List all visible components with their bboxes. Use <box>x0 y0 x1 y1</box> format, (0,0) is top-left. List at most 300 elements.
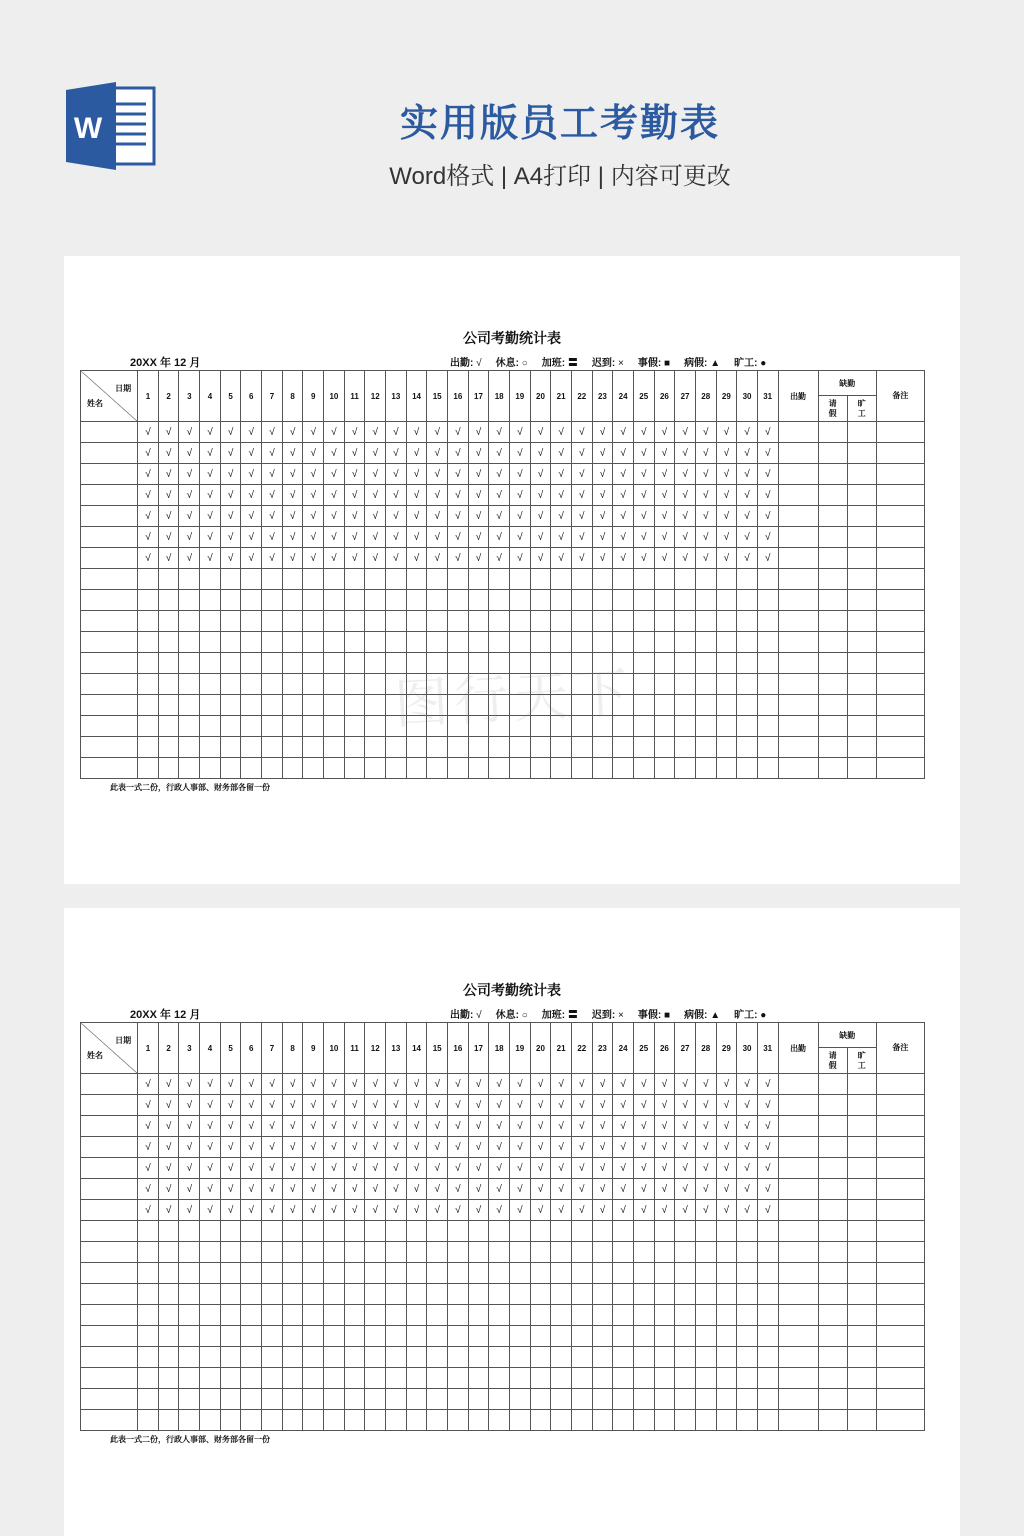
day-cell[interactable]: √ <box>737 1116 758 1137</box>
day-cell[interactable]: √ <box>427 527 448 548</box>
day-cell[interactable] <box>282 1305 303 1326</box>
day-cell[interactable]: √ <box>365 1116 386 1137</box>
remarks-cell[interactable] <box>876 527 924 548</box>
absent-cell[interactable] <box>847 1116 876 1137</box>
day-cell[interactable] <box>737 1263 758 1284</box>
day-cell[interactable]: √ <box>613 1158 634 1179</box>
day-cell[interactable]: √ <box>675 443 696 464</box>
day-cell[interactable] <box>468 1410 489 1431</box>
day-cell[interactable] <box>716 611 737 632</box>
day-cell[interactable] <box>406 1368 427 1389</box>
attendance-cell[interactable] <box>778 611 818 632</box>
day-cell[interactable]: √ <box>695 548 716 569</box>
day-cell[interactable] <box>138 1368 159 1389</box>
day-cell[interactable] <box>406 1305 427 1326</box>
day-cell[interactable] <box>468 758 489 779</box>
day-cell[interactable] <box>695 653 716 674</box>
day-cell[interactable] <box>571 569 592 590</box>
day-cell[interactable] <box>695 1242 716 1263</box>
day-cell[interactable] <box>406 611 427 632</box>
day-cell[interactable]: √ <box>530 1158 551 1179</box>
day-cell[interactable] <box>448 569 469 590</box>
day-cell[interactable]: √ <box>386 506 407 527</box>
day-cell[interactable] <box>324 653 345 674</box>
employee-name-cell[interactable] <box>81 1074 138 1095</box>
day-cell[interactable] <box>324 758 345 779</box>
employee-name-cell[interactable] <box>81 758 138 779</box>
day-cell[interactable] <box>654 590 675 611</box>
day-cell[interactable] <box>509 590 530 611</box>
day-cell[interactable]: √ <box>571 527 592 548</box>
day-cell[interactable]: √ <box>282 1137 303 1158</box>
day-cell[interactable] <box>592 1221 613 1242</box>
employee-name-cell[interactable] <box>81 569 138 590</box>
absent-cell[interactable] <box>847 653 876 674</box>
day-cell[interactable]: √ <box>530 1116 551 1137</box>
day-cell[interactable] <box>737 1221 758 1242</box>
day-cell[interactable] <box>757 716 778 737</box>
day-cell[interactable]: √ <box>386 1200 407 1221</box>
day-cell[interactable]: √ <box>592 548 613 569</box>
day-cell[interactable]: √ <box>386 422 407 443</box>
leave-cell[interactable] <box>818 716 847 737</box>
day-cell[interactable] <box>200 653 221 674</box>
day-cell[interactable]: √ <box>220 1137 241 1158</box>
day-cell[interactable] <box>179 632 200 653</box>
day-cell[interactable]: √ <box>448 1116 469 1137</box>
day-cell[interactable]: √ <box>468 485 489 506</box>
attendance-cell[interactable] <box>778 1116 818 1137</box>
day-cell[interactable]: √ <box>613 1074 634 1095</box>
day-cell[interactable] <box>571 1389 592 1410</box>
day-cell[interactable]: √ <box>571 443 592 464</box>
day-cell[interactable]: √ <box>200 422 221 443</box>
day-cell[interactable] <box>737 1410 758 1431</box>
day-cell[interactable] <box>262 632 283 653</box>
day-cell[interactable] <box>241 590 262 611</box>
day-cell[interactable] <box>737 653 758 674</box>
day-cell[interactable] <box>633 737 654 758</box>
day-cell[interactable] <box>158 611 179 632</box>
day-cell[interactable] <box>262 1389 283 1410</box>
day-cell[interactable] <box>365 590 386 611</box>
day-cell[interactable]: √ <box>489 464 510 485</box>
day-cell[interactable]: √ <box>654 1074 675 1095</box>
day-cell[interactable] <box>324 1284 345 1305</box>
day-cell[interactable] <box>365 1389 386 1410</box>
leave-cell[interactable] <box>818 1179 847 1200</box>
attendance-cell[interactable] <box>778 590 818 611</box>
day-cell[interactable] <box>200 716 221 737</box>
day-cell[interactable]: √ <box>262 464 283 485</box>
day-cell[interactable] <box>386 1410 407 1431</box>
day-cell[interactable] <box>282 611 303 632</box>
day-cell[interactable] <box>262 1284 283 1305</box>
remarks-cell[interactable] <box>876 1305 924 1326</box>
day-cell[interactable] <box>303 1410 324 1431</box>
day-cell[interactable] <box>220 716 241 737</box>
day-cell[interactable] <box>241 1410 262 1431</box>
remarks-cell[interactable] <box>876 1137 924 1158</box>
day-cell[interactable]: √ <box>241 464 262 485</box>
day-cell[interactable] <box>448 758 469 779</box>
day-cell[interactable] <box>324 611 345 632</box>
day-cell[interactable] <box>737 674 758 695</box>
day-cell[interactable]: √ <box>468 464 489 485</box>
day-cell[interactable] <box>530 737 551 758</box>
day-cell[interactable] <box>365 716 386 737</box>
day-cell[interactable] <box>427 737 448 758</box>
day-cell[interactable]: √ <box>365 1074 386 1095</box>
remarks-cell[interactable] <box>876 464 924 485</box>
day-cell[interactable] <box>344 737 365 758</box>
day-cell[interactable]: √ <box>386 464 407 485</box>
day-cell[interactable] <box>509 1347 530 1368</box>
absent-cell[interactable] <box>847 506 876 527</box>
day-cell[interactable] <box>737 1347 758 1368</box>
day-cell[interactable]: √ <box>406 1179 427 1200</box>
day-cell[interactable]: √ <box>158 548 179 569</box>
day-cell[interactable]: √ <box>468 1095 489 1116</box>
day-cell[interactable] <box>282 1284 303 1305</box>
day-cell[interactable] <box>654 1242 675 1263</box>
day-cell[interactable] <box>448 1242 469 1263</box>
day-cell[interactable] <box>613 1305 634 1326</box>
day-cell[interactable]: √ <box>282 1074 303 1095</box>
day-cell[interactable] <box>675 653 696 674</box>
day-cell[interactable] <box>654 1410 675 1431</box>
leave-cell[interactable] <box>818 590 847 611</box>
day-cell[interactable]: √ <box>282 485 303 506</box>
day-cell[interactable]: √ <box>613 422 634 443</box>
day-cell[interactable] <box>179 737 200 758</box>
day-cell[interactable] <box>282 695 303 716</box>
day-cell[interactable] <box>158 569 179 590</box>
day-cell[interactable]: √ <box>179 464 200 485</box>
day-cell[interactable] <box>757 737 778 758</box>
day-cell[interactable] <box>654 758 675 779</box>
day-cell[interactable] <box>220 1347 241 1368</box>
day-cell[interactable]: √ <box>138 1095 159 1116</box>
day-cell[interactable] <box>138 1284 159 1305</box>
day-cell[interactable] <box>158 758 179 779</box>
day-cell[interactable]: √ <box>324 1179 345 1200</box>
day-cell[interactable] <box>179 611 200 632</box>
day-cell[interactable] <box>427 611 448 632</box>
day-cell[interactable] <box>220 653 241 674</box>
day-cell[interactable]: √ <box>282 443 303 464</box>
day-cell[interactable] <box>633 695 654 716</box>
day-cell[interactable] <box>324 1263 345 1284</box>
day-cell[interactable] <box>633 1221 654 1242</box>
day-cell[interactable] <box>633 1347 654 1368</box>
day-cell[interactable]: √ <box>303 443 324 464</box>
day-cell[interactable]: √ <box>509 1158 530 1179</box>
day-cell[interactable]: √ <box>757 527 778 548</box>
remarks-cell[interactable] <box>876 590 924 611</box>
day-cell[interactable] <box>530 758 551 779</box>
day-cell[interactable]: √ <box>633 1116 654 1137</box>
day-cell[interactable]: √ <box>427 1137 448 1158</box>
day-cell[interactable] <box>592 1242 613 1263</box>
day-cell[interactable] <box>138 716 159 737</box>
day-cell[interactable]: √ <box>303 1179 324 1200</box>
day-cell[interactable] <box>716 695 737 716</box>
day-cell[interactable] <box>200 590 221 611</box>
day-cell[interactable] <box>716 1389 737 1410</box>
day-cell[interactable]: √ <box>468 1074 489 1095</box>
day-cell[interactable] <box>509 1242 530 1263</box>
day-cell[interactable] <box>324 737 345 758</box>
day-cell[interactable] <box>386 1242 407 1263</box>
day-cell[interactable] <box>675 674 696 695</box>
remarks-cell[interactable] <box>876 1284 924 1305</box>
day-cell[interactable] <box>448 632 469 653</box>
day-cell[interactable]: √ <box>633 1158 654 1179</box>
day-cell[interactable]: √ <box>716 506 737 527</box>
leave-cell[interactable] <box>818 1389 847 1410</box>
employee-name-cell[interactable] <box>81 1221 138 1242</box>
day-cell[interactable]: √ <box>757 548 778 569</box>
day-cell[interactable] <box>241 1242 262 1263</box>
day-cell[interactable] <box>757 1389 778 1410</box>
day-cell[interactable] <box>365 758 386 779</box>
day-cell[interactable]: √ <box>613 464 634 485</box>
day-cell[interactable]: √ <box>282 527 303 548</box>
day-cell[interactable] <box>158 1410 179 1431</box>
day-cell[interactable]: √ <box>427 1179 448 1200</box>
day-cell[interactable]: √ <box>757 1179 778 1200</box>
day-cell[interactable]: √ <box>158 527 179 548</box>
day-cell[interactable]: √ <box>489 443 510 464</box>
day-cell[interactable]: √ <box>571 464 592 485</box>
day-cell[interactable]: √ <box>406 527 427 548</box>
day-cell[interactable]: √ <box>406 506 427 527</box>
day-cell[interactable]: √ <box>633 1179 654 1200</box>
day-cell[interactable] <box>262 1221 283 1242</box>
day-cell[interactable]: √ <box>344 1074 365 1095</box>
day-cell[interactable]: √ <box>448 1137 469 1158</box>
absent-cell[interactable] <box>847 716 876 737</box>
day-cell[interactable] <box>757 1410 778 1431</box>
day-cell[interactable]: √ <box>138 527 159 548</box>
day-cell[interactable] <box>200 1242 221 1263</box>
day-cell[interactable]: √ <box>675 1158 696 1179</box>
day-cell[interactable] <box>757 569 778 590</box>
day-cell[interactable] <box>716 674 737 695</box>
day-cell[interactable]: √ <box>282 506 303 527</box>
day-cell[interactable] <box>200 569 221 590</box>
day-cell[interactable]: √ <box>571 422 592 443</box>
day-cell[interactable] <box>241 695 262 716</box>
day-cell[interactable]: √ <box>158 485 179 506</box>
day-cell[interactable] <box>406 632 427 653</box>
day-cell[interactable] <box>675 1284 696 1305</box>
day-cell[interactable]: √ <box>654 1179 675 1200</box>
leave-cell[interactable] <box>818 1326 847 1347</box>
day-cell[interactable] <box>138 569 159 590</box>
day-cell[interactable]: √ <box>571 1200 592 1221</box>
employee-name-cell[interactable] <box>81 1137 138 1158</box>
day-cell[interactable]: √ <box>571 485 592 506</box>
leave-cell[interactable] <box>818 1242 847 1263</box>
day-cell[interactable] <box>303 1389 324 1410</box>
day-cell[interactable]: √ <box>654 1200 675 1221</box>
day-cell[interactable] <box>406 1326 427 1347</box>
employee-name-cell[interactable] <box>81 485 138 506</box>
day-cell[interactable] <box>138 1347 159 1368</box>
day-cell[interactable]: √ <box>179 1074 200 1095</box>
employee-name-cell[interactable] <box>81 1242 138 1263</box>
day-cell[interactable] <box>737 758 758 779</box>
day-cell[interactable]: √ <box>262 443 283 464</box>
day-cell[interactable]: √ <box>324 1074 345 1095</box>
day-cell[interactable]: √ <box>592 464 613 485</box>
day-cell[interactable]: √ <box>220 527 241 548</box>
day-cell[interactable]: √ <box>468 548 489 569</box>
day-cell[interactable]: √ <box>427 1200 448 1221</box>
day-cell[interactable] <box>551 611 572 632</box>
day-cell[interactable] <box>220 611 241 632</box>
leave-cell[interactable] <box>818 1368 847 1389</box>
day-cell[interactable]: √ <box>448 1200 469 1221</box>
day-cell[interactable]: √ <box>262 1074 283 1095</box>
day-cell[interactable]: √ <box>179 1116 200 1137</box>
day-cell[interactable]: √ <box>138 443 159 464</box>
day-cell[interactable]: √ <box>695 485 716 506</box>
day-cell[interactable] <box>179 1284 200 1305</box>
day-cell[interactable] <box>716 569 737 590</box>
day-cell[interactable] <box>571 611 592 632</box>
day-cell[interactable] <box>737 1368 758 1389</box>
day-cell[interactable] <box>303 674 324 695</box>
day-cell[interactable]: √ <box>468 1137 489 1158</box>
day-cell[interactable] <box>262 590 283 611</box>
day-cell[interactable] <box>654 569 675 590</box>
day-cell[interactable] <box>654 737 675 758</box>
day-cell[interactable]: √ <box>695 1179 716 1200</box>
attendance-cell[interactable] <box>778 695 818 716</box>
day-cell[interactable] <box>344 1389 365 1410</box>
day-cell[interactable]: √ <box>138 1158 159 1179</box>
day-cell[interactable]: √ <box>406 1074 427 1095</box>
day-cell[interactable]: √ <box>241 506 262 527</box>
day-cell[interactable] <box>489 1368 510 1389</box>
day-cell[interactable] <box>592 737 613 758</box>
day-cell[interactable]: √ <box>551 1095 572 1116</box>
day-cell[interactable] <box>468 1242 489 1263</box>
day-cell[interactable]: √ <box>200 1095 221 1116</box>
day-cell[interactable] <box>633 716 654 737</box>
remarks-cell[interactable] <box>876 1074 924 1095</box>
day-cell[interactable] <box>489 1221 510 1242</box>
day-cell[interactable] <box>675 1347 696 1368</box>
leave-cell[interactable] <box>818 611 847 632</box>
day-cell[interactable]: √ <box>530 1074 551 1095</box>
day-cell[interactable]: √ <box>344 1095 365 1116</box>
attendance-cell[interactable] <box>778 674 818 695</box>
day-cell[interactable]: √ <box>675 1074 696 1095</box>
employee-name-cell[interactable] <box>81 632 138 653</box>
absent-cell[interactable] <box>847 1200 876 1221</box>
day-cell[interactable]: √ <box>179 485 200 506</box>
day-cell[interactable] <box>386 1368 407 1389</box>
day-cell[interactable]: √ <box>530 1095 551 1116</box>
employee-name-cell[interactable] <box>81 1326 138 1347</box>
day-cell[interactable] <box>406 758 427 779</box>
leave-cell[interactable] <box>818 737 847 758</box>
day-cell[interactable] <box>138 737 159 758</box>
employee-name-cell[interactable] <box>81 1389 138 1410</box>
day-cell[interactable] <box>344 674 365 695</box>
day-cell[interactable]: √ <box>220 422 241 443</box>
day-cell[interactable]: √ <box>737 548 758 569</box>
leave-cell[interactable] <box>818 1200 847 1221</box>
leave-cell[interactable] <box>818 1137 847 1158</box>
day-cell[interactable] <box>571 737 592 758</box>
day-cell[interactable] <box>468 611 489 632</box>
day-cell[interactable] <box>468 569 489 590</box>
day-cell[interactable]: √ <box>344 422 365 443</box>
day-cell[interactable] <box>468 632 489 653</box>
day-cell[interactable]: √ <box>716 443 737 464</box>
day-cell[interactable]: √ <box>654 464 675 485</box>
day-cell[interactable] <box>138 611 159 632</box>
day-cell[interactable] <box>509 632 530 653</box>
absent-cell[interactable] <box>847 758 876 779</box>
day-cell[interactable] <box>675 1410 696 1431</box>
day-cell[interactable] <box>324 569 345 590</box>
day-cell[interactable]: √ <box>675 506 696 527</box>
day-cell[interactable] <box>592 1305 613 1326</box>
employee-name-cell[interactable] <box>81 1200 138 1221</box>
day-cell[interactable]: √ <box>551 422 572 443</box>
day-cell[interactable] <box>675 569 696 590</box>
day-cell[interactable]: √ <box>757 506 778 527</box>
day-cell[interactable]: √ <box>509 1200 530 1221</box>
day-cell[interactable]: √ <box>241 443 262 464</box>
day-cell[interactable] <box>241 716 262 737</box>
remarks-cell[interactable] <box>876 695 924 716</box>
day-cell[interactable] <box>530 1242 551 1263</box>
day-cell[interactable]: √ <box>509 485 530 506</box>
day-cell[interactable] <box>716 758 737 779</box>
remarks-cell[interactable] <box>876 632 924 653</box>
day-cell[interactable]: √ <box>757 443 778 464</box>
leave-cell[interactable] <box>818 653 847 674</box>
day-cell[interactable] <box>530 1305 551 1326</box>
day-cell[interactable] <box>386 611 407 632</box>
day-cell[interactable] <box>695 674 716 695</box>
day-cell[interactable] <box>716 1305 737 1326</box>
day-cell[interactable] <box>530 632 551 653</box>
day-cell[interactable]: √ <box>592 506 613 527</box>
day-cell[interactable] <box>571 1284 592 1305</box>
day-cell[interactable]: √ <box>303 1116 324 1137</box>
day-cell[interactable]: √ <box>138 1116 159 1137</box>
day-cell[interactable] <box>179 590 200 611</box>
day-cell[interactable] <box>158 1284 179 1305</box>
day-cell[interactable] <box>675 632 696 653</box>
day-cell[interactable] <box>468 1368 489 1389</box>
day-cell[interactable] <box>633 590 654 611</box>
day-cell[interactable]: √ <box>282 1158 303 1179</box>
day-cell[interactable]: √ <box>365 506 386 527</box>
day-cell[interactable]: √ <box>613 485 634 506</box>
day-cell[interactable] <box>613 590 634 611</box>
day-cell[interactable] <box>695 1221 716 1242</box>
day-cell[interactable]: √ <box>448 548 469 569</box>
